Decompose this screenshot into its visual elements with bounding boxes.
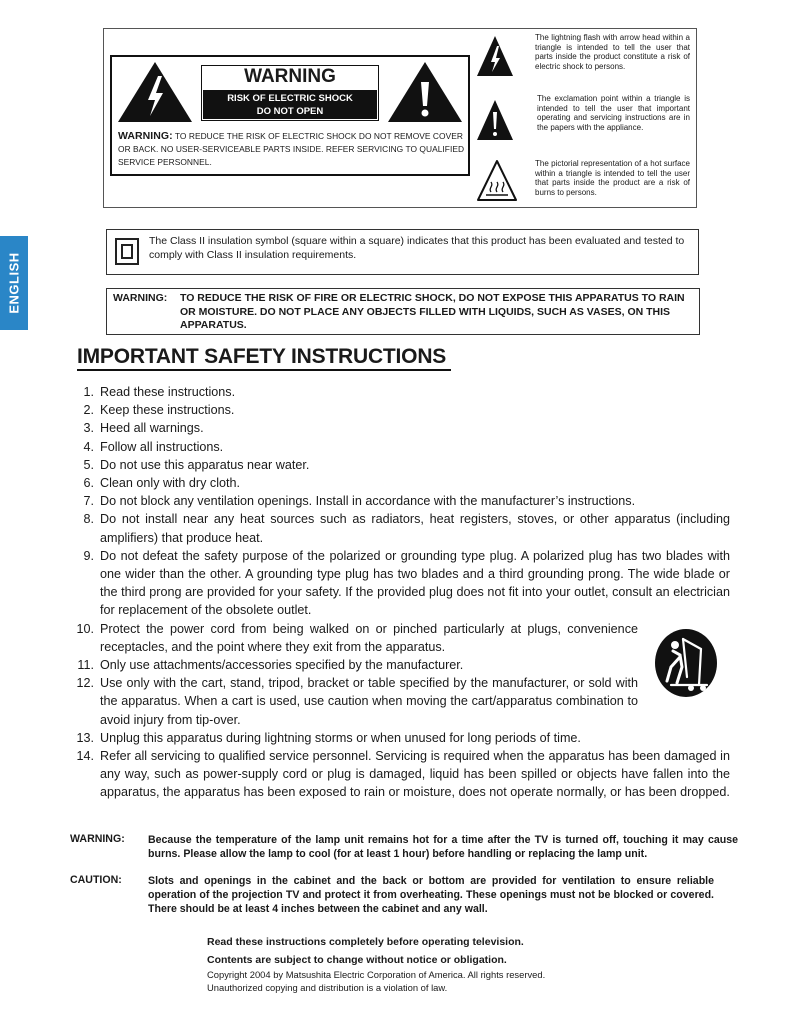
list-item-number: 5. [83,457,94,472]
list-item [70,401,730,419]
list-item-number: 9. [83,548,94,563]
list-item [70,656,638,674]
hot-surface-note: The pictorial representation of a hot surface within a triangle is intended to tell the user that parts inside the product are a risk of burns to persons. [535,159,690,197]
caution-text: Slots and openings in the cabinet and the back or bottom are provided for ventilation to ensure reliable operation of the projection TV and protect it from overheating. These openings must not be blocked or covered. There should be at least 4 inches between the cabinet and any wall. [148,875,714,915]
list-item-number: 7. [83,494,94,509]
lamp-warning-label: WARNING: [70,833,125,845]
section-title-underline [77,369,451,371]
cart-tip-over-icon [653,627,719,699]
list-item-number: 4. [83,439,94,454]
list-item-number: 8. [83,512,94,527]
list-item-text: Protect the power cord from being walked on or pinched particularly at plugs, convenience receptacles, and the point where they exit from the apparatus. [100,621,638,654]
list-item [70,547,730,620]
list-item-text: Do not block any ventilation openings. Install in accordance with the manufacturer’s instructions. [100,494,636,509]
footer [207,933,687,994]
list-item [70,474,730,492]
warning-body [118,130,466,169]
list-item-number: 3. [83,421,94,436]
exclamation-note: The exclamation point within a triangle is intended to tell the user that important operating and servicing instructions are in the papers with the appliance. [537,94,690,132]
list-item-text: Read these instructions. [100,385,236,399]
class-ii-text: The Class II insulation symbol (square within a square) indicates that this product has been evaluated and tested to comply with Class II insulation requirements. [149,235,685,261]
list-item-number: 12. [76,676,94,691]
warning-subtitle-line2: DO NOT OPEN [256,106,324,117]
list-item [70,419,730,437]
list-item-number: 6. [83,476,94,491]
warning-title: WARNING [244,66,336,87]
list-item-number: 10. [76,621,94,636]
list-item-text: Do not use this apparatus near water. [100,457,310,472]
list-item-number: 13. [76,730,94,745]
list-item-text: Keep these instructions. [100,403,235,418]
lamp-warning-text: Because the temperature of the lamp unit remains hot for a time after the TV is turned off, touching it may cause burns. Please allow the lamp to cool (for at least 1 hour) before handling or replacing the lamp unit. [148,834,738,860]
list-item-text: Use only with the cart, stand, tripod, bracket or table specified by the manufacturer, or sold with the apparatus. When a cart is used, use caution when moving the cart/apparatus combination to avoid injury from tip-over. [100,676,638,727]
warning-subtitle-line1: RISK OF ELECTRIC SHOCK [227,93,353,104]
list-item-number: 14. [76,749,94,764]
list-item-text: Follow all instructions. [100,439,224,454]
list-item-text: Only use attachments/accessories specified by the manufacturer. [100,658,464,673]
list-item-text: Clean only with dry cloth. [100,476,240,491]
list-item [70,383,730,401]
instructions-list [70,383,730,802]
warning-body-text: TO REDUCE THE RISK OF ELECTRIC SHOCK DO NOT REMOVE COVER OR BACK. NO USER-SERVICEABLE PARTS INSIDE. REFER SERVICING TO QUALIFIED SERVICE PERSONNEL. [118,131,465,167]
list-item [70,438,730,456]
lightning-note: The lightning flash with arrow head within a triangle is intended to tell the user that parts inside the product constitute a risk of electric shock to persons. [535,33,690,71]
list-item [70,456,730,474]
copyright-text: Copyright 2004 by Matsushita Electric Corporation of America. All rights reserved. [207,969,546,980]
language-tab-label: ENGLISH [6,252,22,314]
fire-warning-label: WARNING: [113,292,168,304]
footer-change-notice: Contents are subject to change without notice or obligation. [207,954,507,966]
list-item-number: 2. [83,403,94,418]
list-item [70,620,638,656]
warning-subtitle [203,90,377,119]
list-item [70,510,730,546]
lightning-triangle-icon [475,34,515,78]
list-item [70,747,730,802]
caution-label: CAUTION: [70,874,122,886]
list-item [70,729,730,747]
unauthorized-copying-notice: Unauthorized copying and distribution is a violation of law. [207,981,448,993]
list-item [70,492,730,510]
language-tab [0,236,28,330]
list-item-text: Do not install near any heat sources such as radiators, heat registers, stoves, or other apparatus (including amplifiers) that produce heat. [100,512,730,545]
list-item-number: 1. [83,385,94,399]
class-ii-insulation-icon [115,238,139,265]
list-item-number: 11. [77,658,94,673]
footer-read-instructions: Read these instructions completely before operating television. [207,936,524,948]
exclamation-triangle-icon [475,98,515,142]
list-item-text: Do not defeat the safety purpose of the polarized or grounding type plug. A polarized plug has two blades with one wider than the other. A grounding type plug has two blades and a third grounding prong. The wide blade or the third prong are provided for your safety. If the provided plug does not fit into your outlet, consult an electrician for replacement of the obsolete outlet. [100,548,730,618]
exclamation-triangle-icon [386,60,464,124]
lightning-triangle-icon [116,60,194,124]
list-item-text: Heed all warnings. [100,421,204,436]
warning-body-label: WARNING: [118,130,173,142]
list-item-text: Unplug this apparatus during lightning storms or when unused for long periods of time. [100,730,581,745]
list-item [70,674,638,729]
list-item-text: Refer all servicing to qualified service personnel. Servicing is required when the apparatus has been damaged in any way, such as power-supply cord or plug is damaged, liquid has been spilled or objects have fallen into the apparatus, the apparatus has been exposed to rain or moisture, does not operate normally, or has been dropped. [100,749,730,800]
fire-warning-text: TO REDUCE THE RISK OF FIRE OR ELECTRIC SHOCK, DO NOT EXPOSE THIS APPARATUS TO RAIN OR MOISTURE. DO NOT PLACE ANY OBJECTS FILLED WITH LIQUIDS, SUCH AS VASES, ON THIS APPARATUS. [180,292,685,331]
section-title: IMPORTANT SAFETY INSTRUCTIONS [77,345,447,368]
hot-surface-triangle-icon [475,158,519,204]
